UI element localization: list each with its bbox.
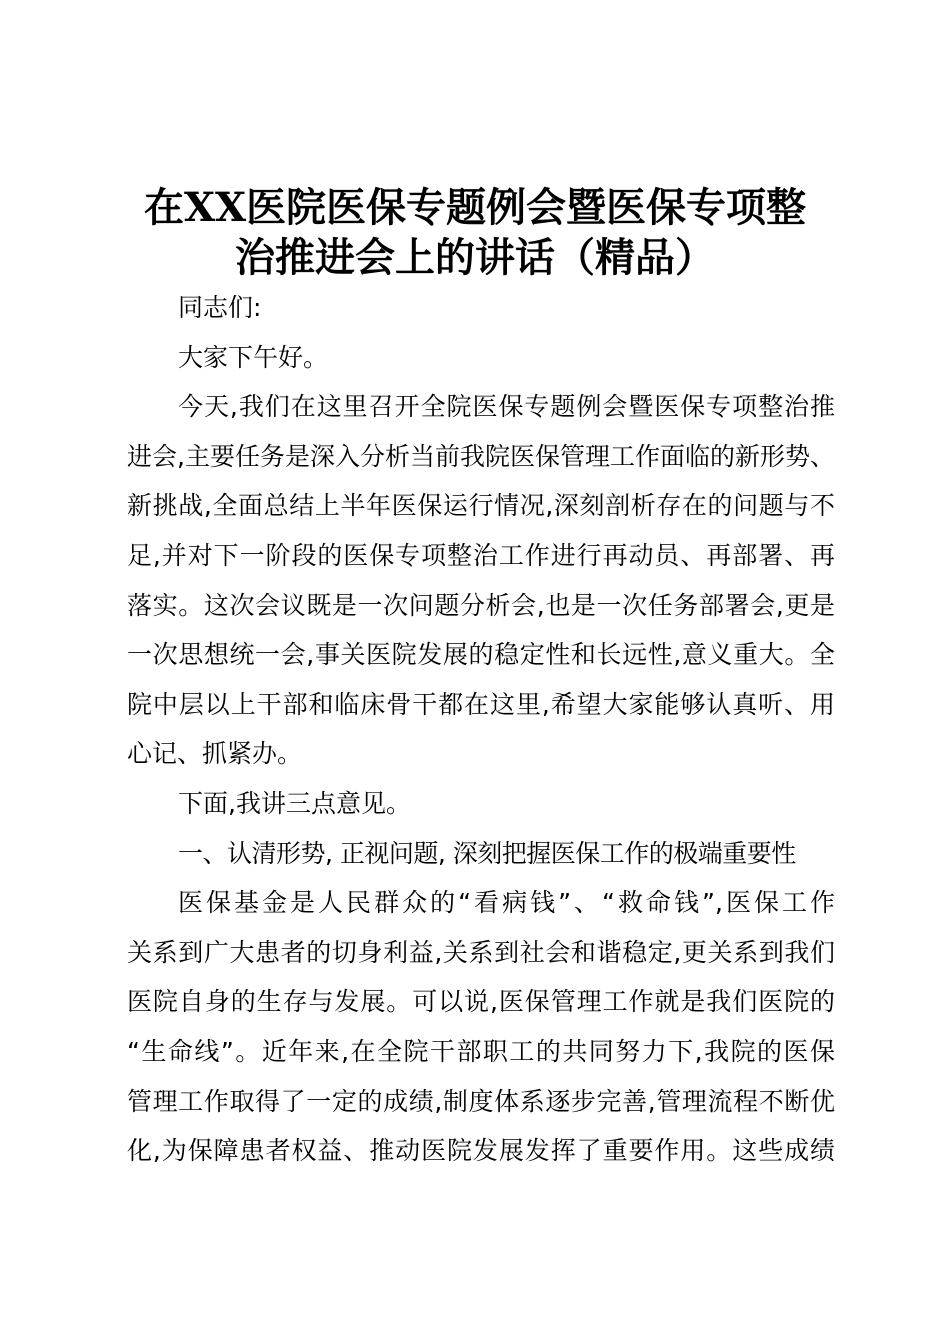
paragraph <box>127 333 835 383</box>
paragraph-line: 今天,我们在这里召开全院医保专题例会暨医保专项整治推 <box>178 392 835 422</box>
paragraph-line: 新挑战,全面总结上半年医保运行情况,深刻剖析存在的问题与不 <box>127 491 835 521</box>
document-title-line-2: 治推进会上的讲话（精品） <box>235 234 715 281</box>
paragraph <box>127 283 835 333</box>
paragraph-line: 足,并对下一阶段的医保专项整治工作进行再动员、再部署、再 <box>127 540 835 570</box>
section-heading <box>127 829 835 879</box>
paragraph-line: 管理工作取得了一定的成绩,制度体系逐步完善,管理流程不断优 <box>127 1086 835 1116</box>
paragraph-line: 关系到广大患者的切身利益,关系到社会和谐稳定,更关系到我们 <box>127 937 835 967</box>
paragraph-line: 同志们: <box>178 293 262 322</box>
paragraph-line: 一次思想统一会,事关医院发展的稳定性和长远性,意义重大。全 <box>127 640 835 670</box>
paragraph-line: 医院自身的生存与发展。可以说,医保管理工作就是我们医院的 <box>127 987 835 1017</box>
paragraph-line: 落实。这次会议既是一次问题分析会,也是一次任务部署会,更是 <box>127 590 835 620</box>
paragraph-line: 院中层以上干部和临床骨干都在这里,希望大家能够认真听、用 <box>127 689 835 719</box>
paragraph-line: “生命线”。近年来,在全院干部职工的共同努力下,我院的医保 <box>127 1036 835 1066</box>
paragraph <box>127 878 835 1176</box>
paragraph-line: 大家下午好。 <box>178 342 329 372</box>
paragraph-line: 心记、抓紧办。 <box>127 739 303 769</box>
document-body <box>127 283 835 1176</box>
paragraph-line: 化,为保障患者权益、推动医院发展发挥了重要作用。这些成绩 <box>127 1136 835 1166</box>
paragraph <box>127 382 835 779</box>
paragraph-line: 进会,主要任务是深入分析当前我院医保管理工作面临的新形势、 <box>127 441 835 471</box>
document-title-line-1: 在XX医院医保专题例会暨医保专项整 <box>143 184 807 231</box>
paragraph-line: 下面,我讲三点意见。 <box>178 788 411 818</box>
paragraph <box>127 779 835 829</box>
paragraph-line: 一、认清形势, 正视问题, 深刻把握医保工作的极端重要性 <box>178 838 796 868</box>
paragraph-line: 医保基金是人民群众的“看病钱”、“救命钱”,医保工作 <box>178 888 835 918</box>
